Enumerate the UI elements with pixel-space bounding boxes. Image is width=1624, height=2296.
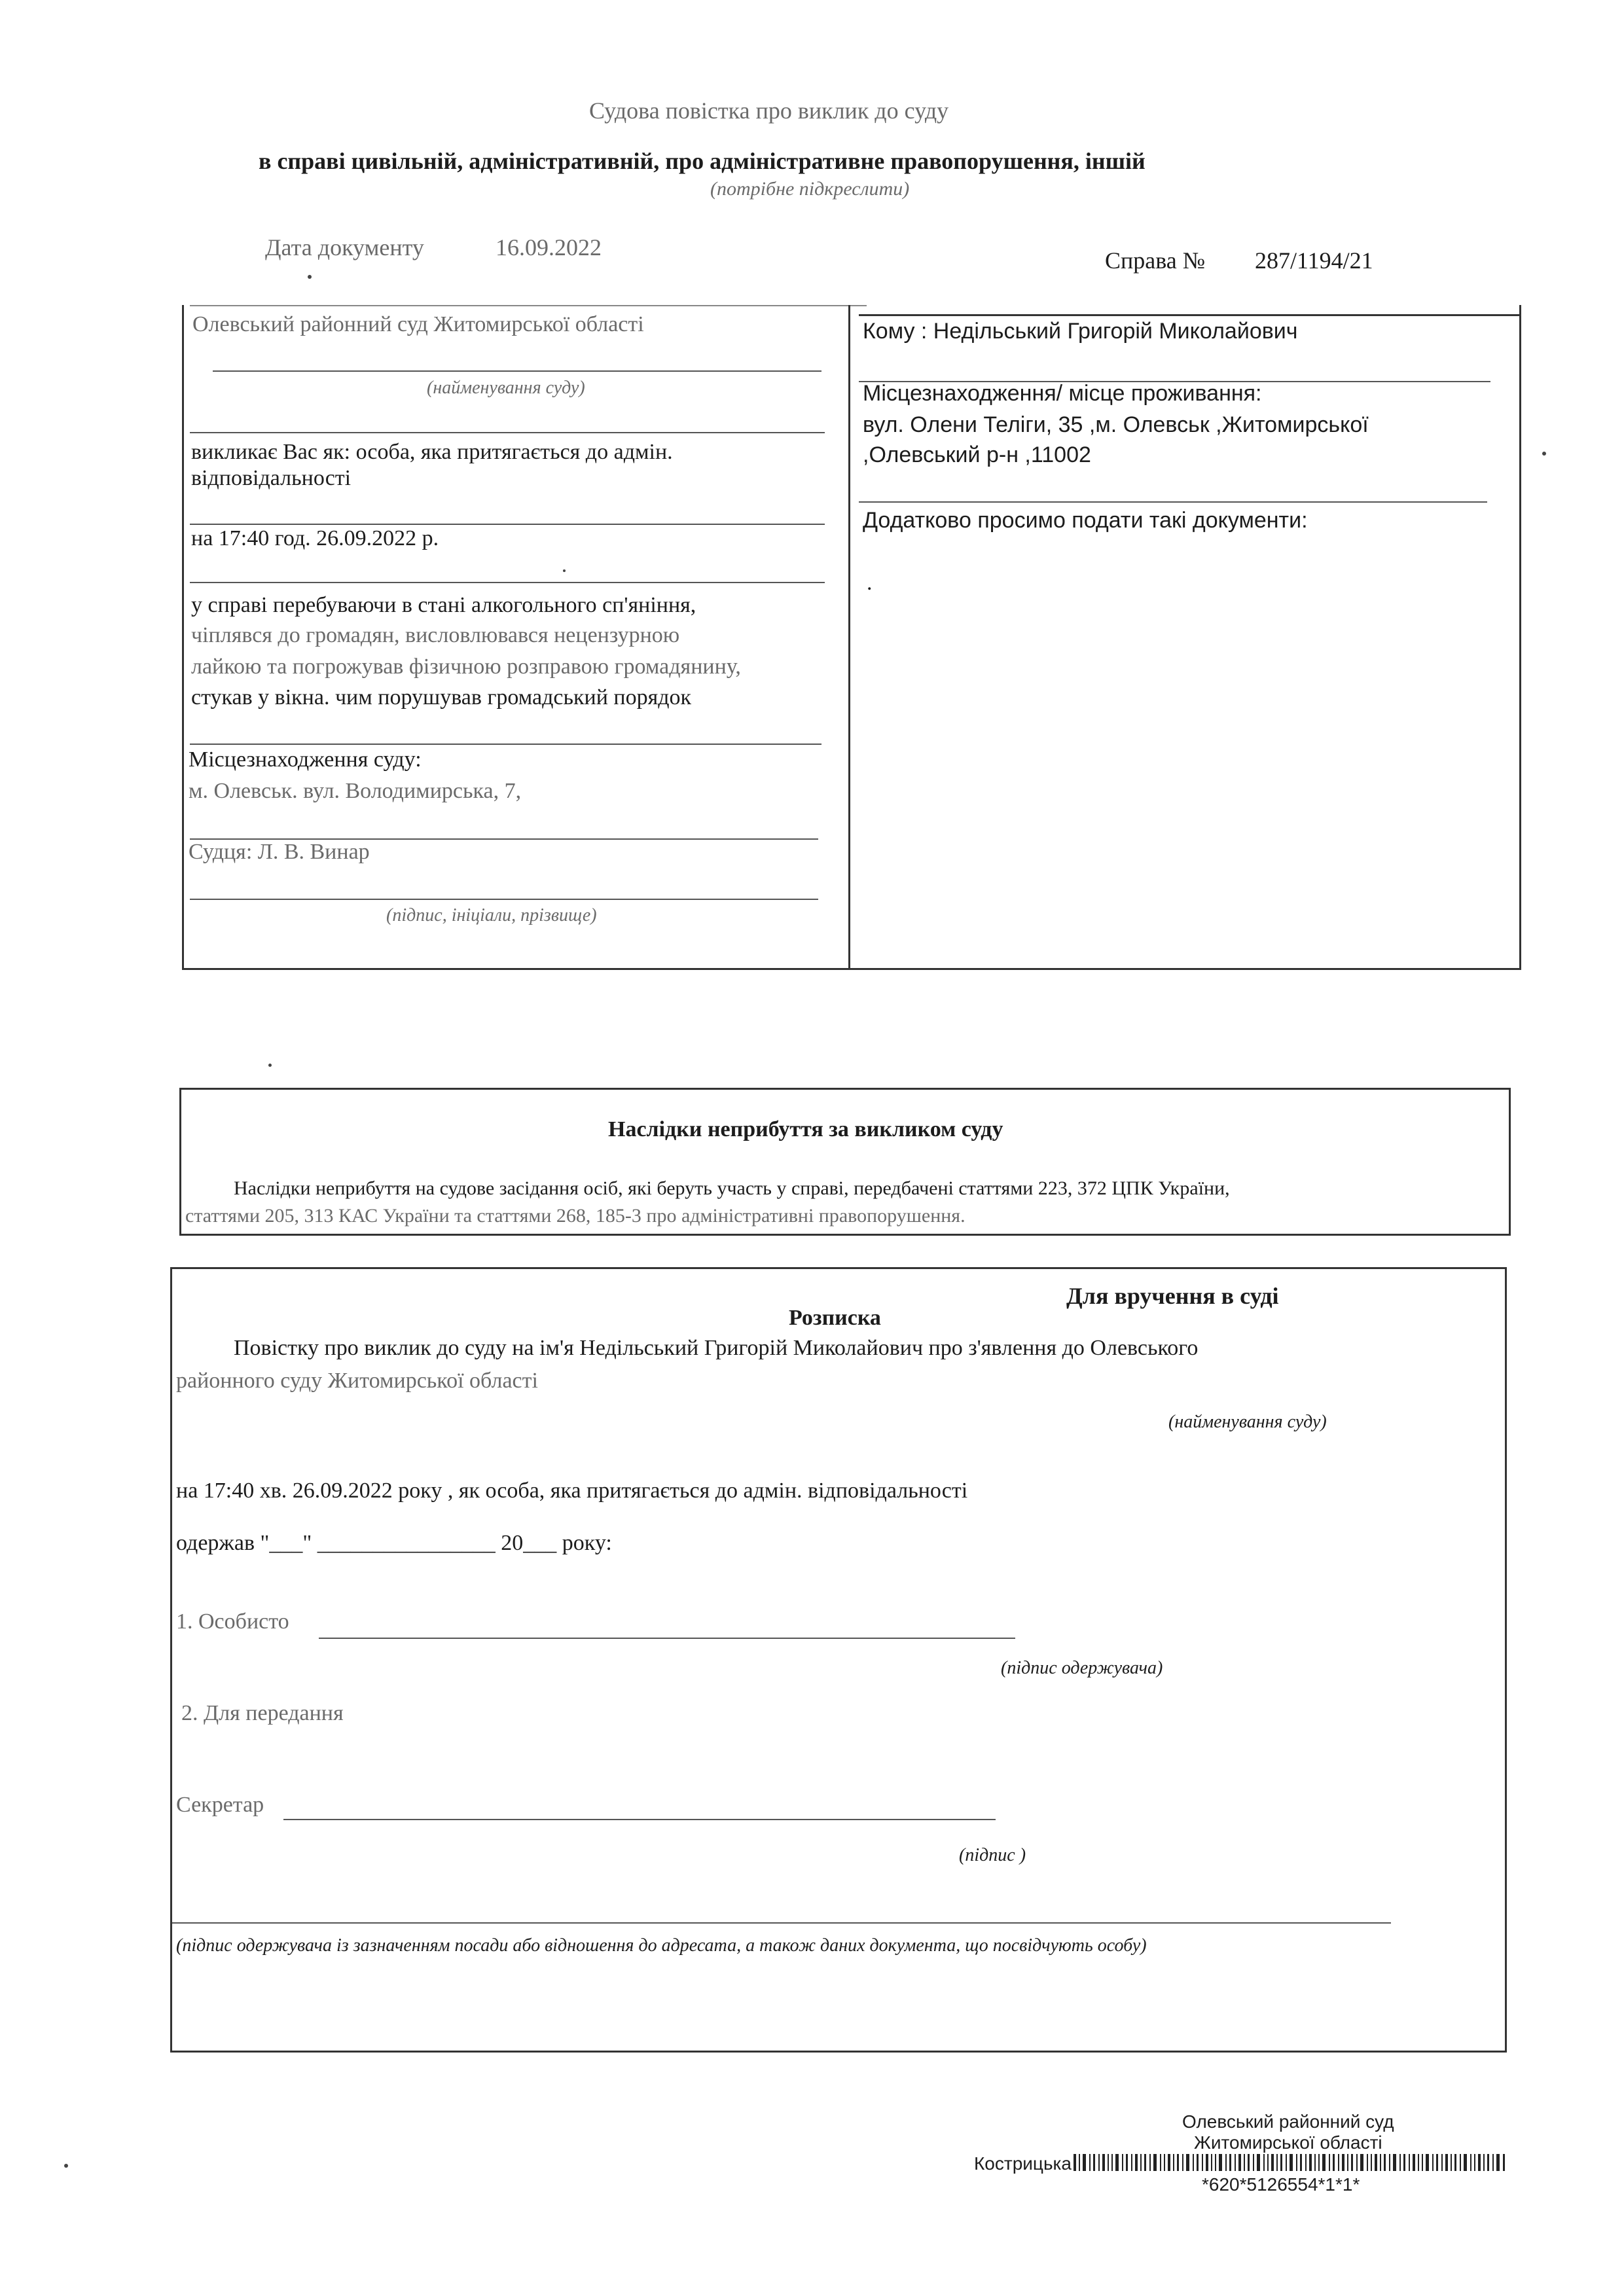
consequences-title: Наслідки неприбуття за викликом суду [608, 1117, 1003, 1141]
recipient-name: Кому : Недільський Григорій Миколайович [863, 319, 1298, 344]
underline-note: (потрібне підкреслити) [710, 178, 910, 200]
right-top-edge [859, 314, 1521, 316]
recipient-address-line [859, 501, 1487, 503]
document-subtitle: в справі цивільній, адміністративній, про адміністративне правопорушення, іншій [259, 148, 1146, 174]
recipient-address-line1: вул. Олени Теліги, 35 ,м. Олевськ ,Житомирської [863, 412, 1369, 437]
case-desc-line3: лайкою та погрожував фізичною розправою громадянину, [191, 655, 741, 679]
case-label: Справа № [1105, 247, 1206, 274]
personally-sign-line [319, 1638, 1015, 1639]
secretary-sign-line [283, 1819, 996, 1820]
additional-docs-mark: . [867, 571, 873, 595]
receipt-line1: Повістку про виклик до суду на ім'я Недільський Григорій Миколайович про з'явлення до Олевського [234, 1336, 1199, 1360]
scan-speck [308, 275, 312, 279]
received-date: одержав "___" ________________ 20___ року: [176, 1531, 612, 1555]
barcode-icon [1074, 2154, 1506, 2171]
recipient-address-line2: ,Олевський р-н ,11002 [863, 442, 1091, 467]
scan-speck [64, 2164, 68, 2168]
consequences-box [179, 1088, 1511, 1236]
footer-operator-name: Кострицька [974, 2153, 1072, 2174]
signature-caption: (підпис, ініціали, прізвище) [386, 905, 597, 925]
court-location-label: Місцезнаходження суду: [189, 747, 422, 772]
date-label: Дата документу [265, 234, 424, 260]
case-desc-line4: стукав у вікна. чим порушував громадський порядок [191, 685, 692, 709]
bottom-signature-caption: (підпис одержувача із зазначенням посади або відношення до адресата, а також даних документа, що посвідчують особу) [176, 1935, 1147, 1956]
scan-speck [1542, 452, 1546, 456]
hearing-time-line [190, 582, 825, 583]
consequences-line1: Наслідки неприбуття на судове засідання осіб, які беруть участь у справі, передбачені статтями 223, 372 ЦПК України, [234, 1177, 1230, 1199]
date-value: 16.09.2022 [496, 234, 602, 260]
receipt-line2: районного суду Житомирської області [176, 1369, 538, 1393]
court-name-line [213, 370, 821, 372]
footer-court-line2: Житомирської області [1194, 2132, 1382, 2153]
summons-role-line1: викликає Вас як: особа, яка притягається до адмін. [191, 440, 673, 464]
case-number: 287/1194/21 [1255, 247, 1373, 274]
for-transfer-label: 2. Для передання [181, 1701, 344, 1725]
for-court-label: Для вручення в суді [1066, 1283, 1279, 1309]
summons-role-line [190, 524, 825, 525]
personally-label: 1. Особисто [176, 1609, 289, 1634]
recipient-location-label: Місцезнаходження/ місце проживання: [863, 381, 1262, 406]
case-desc-line [190, 744, 821, 745]
receipt-court-caption: (найменування суду) [1168, 1412, 1327, 1432]
court-caption-line [190, 432, 825, 433]
court-name: Олевський районний суд Житомирської області [192, 312, 644, 336]
case-desc-line2: чіплявся до громадян, висловлювався нецензурною [191, 623, 680, 647]
consequences-line2: статтями 205, 313 КАС України та статтями 268, 185-3 про адміністративні правопорушення. [185, 1205, 965, 1227]
receipt-box [170, 1267, 1507, 2053]
footer-court-line1: Олевський районний суд [1182, 2111, 1394, 2132]
summons-role-line2: відповідальності [191, 466, 352, 490]
scan-speck [563, 569, 566, 572]
additional-docs-label: Додатково просимо подати такі документи: [863, 508, 1308, 533]
bottom-sign-line [172, 1922, 1391, 1924]
document-title: Судова повістка про виклик до суду [589, 98, 949, 124]
case-desc-line1: у справі перебуваючи в стані алкогольного сп'яніння, [191, 593, 696, 617]
recipient-signature-caption: (підпис одержувача) [1001, 1658, 1163, 1678]
receipt-time-line: на 17:40 хв. 26.09.2022 року , як особа, яка притягається до адмін. відповідальності [176, 1479, 968, 1503]
left-top-edge [190, 305, 867, 306]
scan-speck [268, 1064, 272, 1067]
hearing-time: на 17:40 год. 26.09.2022 р. [191, 526, 439, 550]
barcode-code: *620*5126554*1*1* [1202, 2174, 1360, 2195]
court-location-value: м. Олевськ. вул. Володимирська, 7, [189, 779, 522, 803]
receipt-title: Розписка [789, 1306, 881, 1330]
judge-line [190, 899, 818, 900]
secretary-label: Секретар [176, 1793, 264, 1817]
column-divider [848, 305, 850, 970]
secretary-signature-caption: (підпис ) [959, 1845, 1026, 1865]
court-caption: (найменування суду) [427, 378, 585, 398]
judge-name: Судця: Л. В. Винар [189, 840, 370, 864]
